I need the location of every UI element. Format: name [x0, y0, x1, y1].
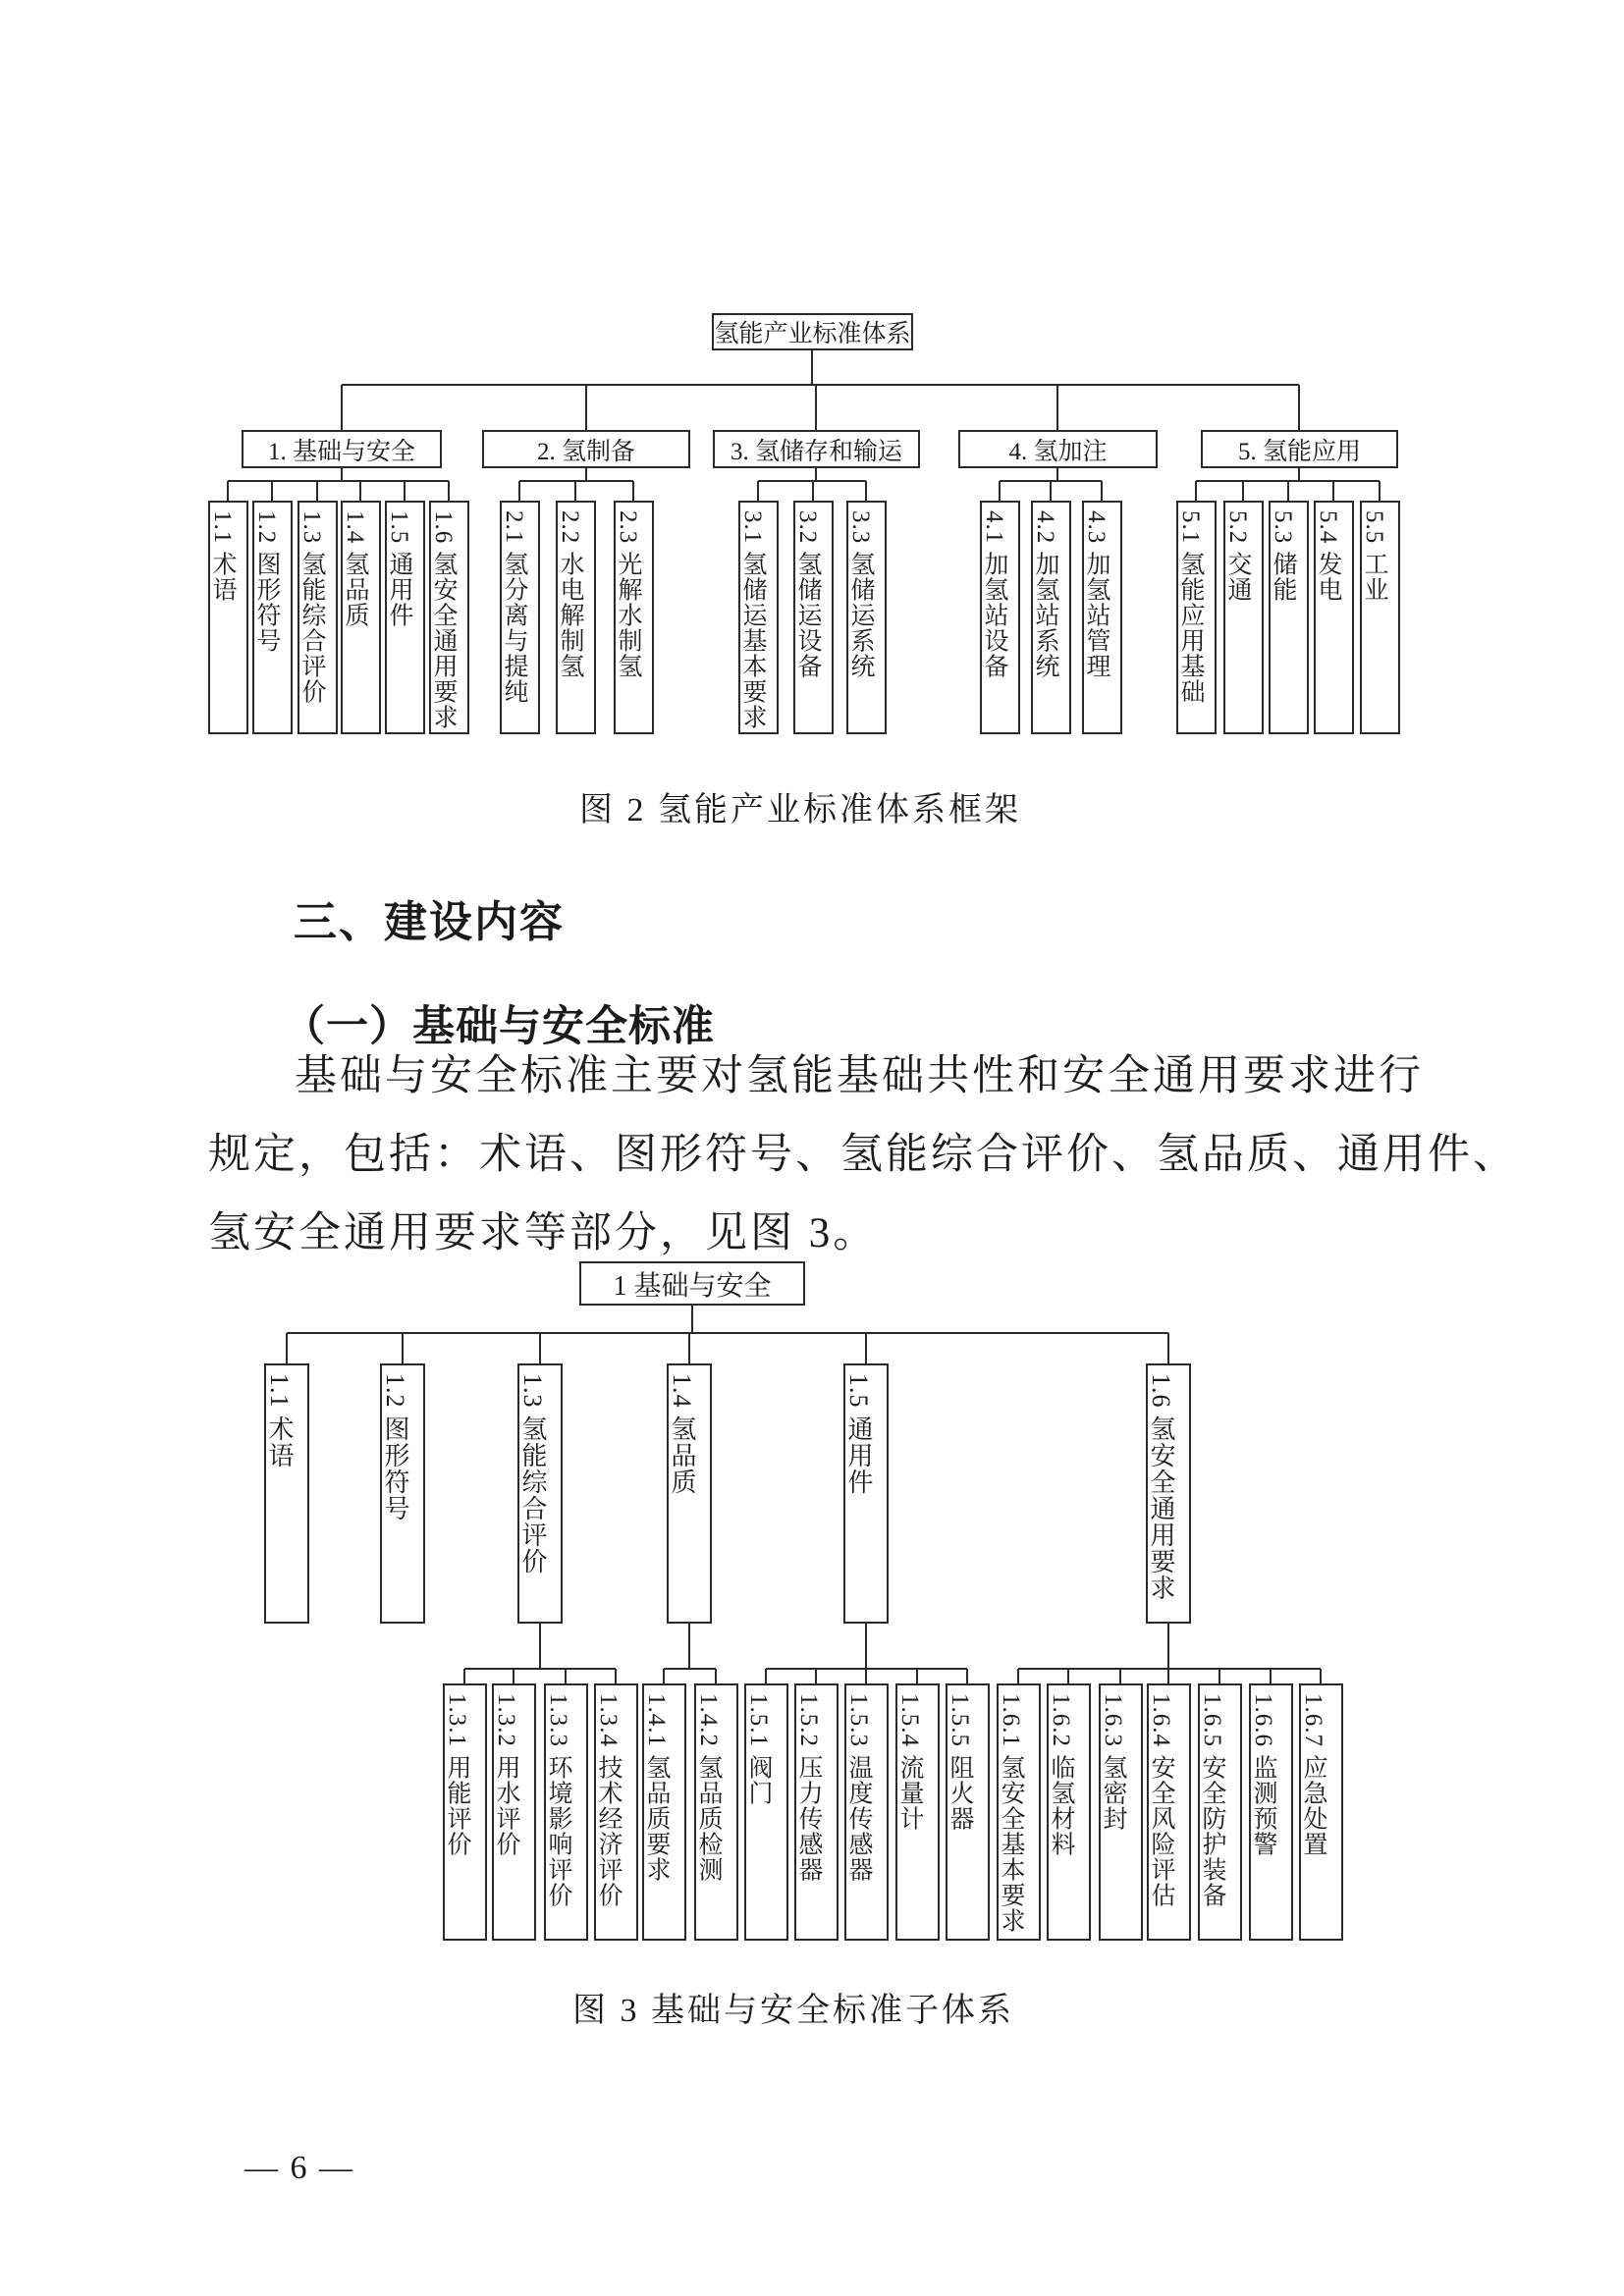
connector-line — [1379, 481, 1380, 501]
connector-line — [1017, 1669, 1019, 1683]
connector-line — [227, 481, 229, 501]
connector-line — [1320, 1669, 1322, 1683]
connector-line — [463, 1669, 465, 1683]
fig3-leaf-node-5-4: 1.5.4 流量计 — [895, 1683, 940, 1941]
connector-line — [688, 1624, 690, 1669]
fig2-leaf-node-3-3: 3.3 氢储运系统 — [846, 501, 887, 734]
fig3-leaf-node-6-3: 1.6.3 氢密封 — [1099, 1683, 1143, 1941]
paragraph-line-3: 氢安全通用要求等部分，见图 3。 — [208, 1210, 879, 1256]
connector-line — [1242, 481, 1244, 501]
connector-line — [865, 481, 867, 501]
connector-line — [916, 1669, 918, 1683]
section-subheading: （一）基础与安全标准 — [283, 1004, 715, 1050]
fig2-leaf-node-1-5: 1.5 通用件 — [385, 501, 425, 734]
connector-line — [1218, 1669, 1220, 1683]
paragraph-line-1: 基础与安全标准主要对氢能基础共性和安全通用要求进行 — [295, 1053, 1424, 1099]
connector-line — [1167, 1624, 1169, 1669]
connector-line — [565, 1669, 567, 1683]
connector-line — [811, 350, 813, 385]
fig2-branch-node-5: 5. 氢能应用 — [1201, 430, 1398, 468]
fig2-leaf-node-1-1: 1.1 术语 — [208, 501, 248, 734]
connector-line — [815, 385, 817, 430]
connector-line — [402, 1333, 404, 1363]
fig3-leaf-node-6-7: 1.6.7 应急处置 — [1299, 1683, 1343, 1941]
connector-line — [664, 1668, 716, 1670]
fig2-leaf-node-4-2: 4.2 加氢站系统 — [1031, 501, 1071, 734]
connector-line — [316, 481, 318, 501]
connector-line — [1018, 1668, 1321, 1670]
fig2-leaf-node-1-3: 1.3 氢能综合评价 — [298, 501, 338, 734]
fig3-leaf-node-3-3: 1.3.3 环境影响评价 — [544, 1683, 588, 1941]
fig2-leaf-node-5-3: 5.3 储能 — [1269, 501, 1309, 734]
fig3-branch-node-1-5: 1.5 通用件 — [843, 1363, 889, 1624]
fig2-leaf-node-5-2: 5.2 交通 — [1223, 501, 1264, 734]
fig3-branch-node-1-3: 1.3 氢能综合评价 — [517, 1363, 563, 1624]
connector-line — [1195, 481, 1197, 501]
connector-line — [865, 1624, 867, 1669]
fig2-leaf-node-5-5: 5.5 工业 — [1360, 501, 1400, 734]
fig3-leaf-node-5-2: 1.5.2 压力传感器 — [794, 1683, 839, 1941]
connector-line — [865, 1669, 867, 1683]
fig3-leaf-node-5-3: 1.5.3 温度传感器 — [844, 1683, 889, 1941]
fig3-leaf-node-6-5: 1.6.5 安全防护装备 — [1198, 1683, 1242, 1941]
fig2-branch-node-4: 4. 氢加注 — [958, 430, 1158, 468]
fig2-leaf-node-4-1: 4.1 加氢站设备 — [980, 501, 1020, 734]
fig2-leaf-node-2-2: 2.2 水电解制氢 — [556, 501, 596, 734]
fig3-leaf-node-5-5: 1.5.5 阻火器 — [946, 1683, 990, 1941]
fig2-leaf-node-3-1: 3.1 氢储运基本要求 — [738, 501, 779, 734]
page-number: — 6 — — [244, 2150, 354, 2186]
paragraph-line-2: 规定，包括：术语、图形符号、氢能综合评价、氢品质、通用件、 — [208, 1132, 1518, 1178]
connector-line — [287, 1332, 1168, 1334]
connector-line — [342, 384, 1299, 386]
figure3-caption: 图 3 基础与安全标准子体系 — [572, 1993, 1014, 2029]
fig3-branch-node-1-4: 1.4 氢品质 — [667, 1363, 712, 1624]
connector-line — [359, 481, 361, 501]
fig3-leaf-node-6-4: 1.6.4 安全风险评估 — [1147, 1683, 1191, 1941]
connector-line — [966, 1669, 968, 1683]
connector-line — [464, 1668, 616, 1670]
fig3-leaf-node-5-1: 1.5.1 阀门 — [744, 1683, 788, 1941]
connector-line — [1298, 385, 1300, 430]
connector-line — [691, 1306, 693, 1333]
connector-line — [1119, 1669, 1121, 1683]
connector-line — [539, 1333, 541, 1363]
connector-line — [518, 481, 520, 501]
connector-line — [585, 385, 587, 430]
fig3-leaf-node-3-1: 1.3.1 用能评价 — [443, 1683, 487, 1941]
connector-line — [865, 1333, 867, 1363]
fig2-leaf-node-1-6: 1.6 氢安全通用要求 — [429, 501, 469, 734]
connector-line — [1167, 1333, 1169, 1363]
fig3-leaf-node-6-2: 1.6.2 临氢材料 — [1047, 1683, 1091, 1941]
fig3-leaf-node-4-1: 1.4.1 氢品质要求 — [642, 1683, 686, 1941]
fig2-branch-node-3: 3. 氢储存和输运 — [713, 430, 920, 468]
connector-line — [341, 385, 343, 430]
connector-line — [286, 1333, 288, 1363]
connector-line — [765, 1669, 767, 1683]
connector-line — [615, 1669, 617, 1683]
fig3-leaf-node-3-4: 1.3.4 技术经济评价 — [594, 1683, 638, 1941]
connector-line — [999, 481, 1001, 501]
connector-line — [1050, 481, 1052, 501]
figure2-caption: 图 2 氢能产业标准体系框架 — [579, 792, 1021, 828]
connector-line — [1167, 1669, 1169, 1683]
connector-line — [715, 1669, 717, 1683]
fig2-leaf-node-2-1: 2.1 氢分离与提纯 — [500, 501, 540, 734]
section-heading: 三、建设内容 — [294, 898, 565, 946]
fig2-leaf-node-5-1: 5.1 氢能应用基础 — [1176, 501, 1217, 734]
connector-line — [1101, 481, 1103, 501]
fig2-branch-node-2: 2. 氢制备 — [482, 430, 690, 468]
fig2-root-node: 氢能产业标准体系 — [712, 313, 913, 350]
connector-line — [404, 481, 406, 501]
connector-line — [271, 481, 273, 501]
connector-line — [757, 481, 759, 501]
fig2-leaf-node-1-2: 1.2 图形符号 — [252, 501, 293, 734]
fig2-leaf-node-3-2: 3.2 氢储运设备 — [793, 501, 834, 734]
connector-line — [574, 481, 576, 501]
connector-line — [513, 1669, 514, 1683]
connector-line — [539, 1624, 541, 1669]
fig3-leaf-node-3-2: 1.3.2 用水评价 — [492, 1683, 536, 1941]
fig3-leaf-node-6-1: 1.6.1 氢安全基本要求 — [997, 1683, 1041, 1941]
fig3-leaf-node-6-6: 1.6.6 监测预警 — [1249, 1683, 1293, 1941]
fig2-leaf-node-5-4: 5.4 发电 — [1314, 501, 1354, 734]
connector-line — [1332, 481, 1334, 501]
connector-line — [1056, 385, 1058, 430]
fig3-branch-node-1-1: 1.1 术语 — [264, 1363, 309, 1624]
connector-line — [448, 481, 450, 501]
fig3-branch-node-1-2: 1.2 图形符号 — [380, 1363, 425, 1624]
connector-line — [1287, 481, 1289, 501]
fig2-leaf-node-2-3: 2.3 光解水制氢 — [614, 501, 654, 734]
connector-line — [688, 1333, 690, 1363]
connector-line — [632, 481, 634, 501]
fig2-leaf-node-1-4: 1.4 氢品质 — [341, 501, 381, 734]
fig3-root-node: 1 基础与安全 — [579, 1261, 805, 1306]
connector-line — [663, 1669, 665, 1683]
connector-line — [815, 1669, 817, 1683]
fig3-branch-node-1-6: 1.6 氢安全通用要求 — [1146, 1363, 1191, 1624]
connector-line — [1067, 1669, 1069, 1683]
fig2-leaf-node-4-3: 4.3 加氢站管理 — [1082, 501, 1122, 734]
connector-line — [812, 481, 814, 501]
connector-line — [228, 480, 449, 482]
fig3-leaf-node-4-2: 1.4.2 氢品质检测 — [694, 1683, 738, 1941]
connector-line — [1270, 1669, 1272, 1683]
fig2-branch-node-1: 1. 基础与安全 — [242, 430, 442, 468]
connector-line — [519, 480, 633, 482]
